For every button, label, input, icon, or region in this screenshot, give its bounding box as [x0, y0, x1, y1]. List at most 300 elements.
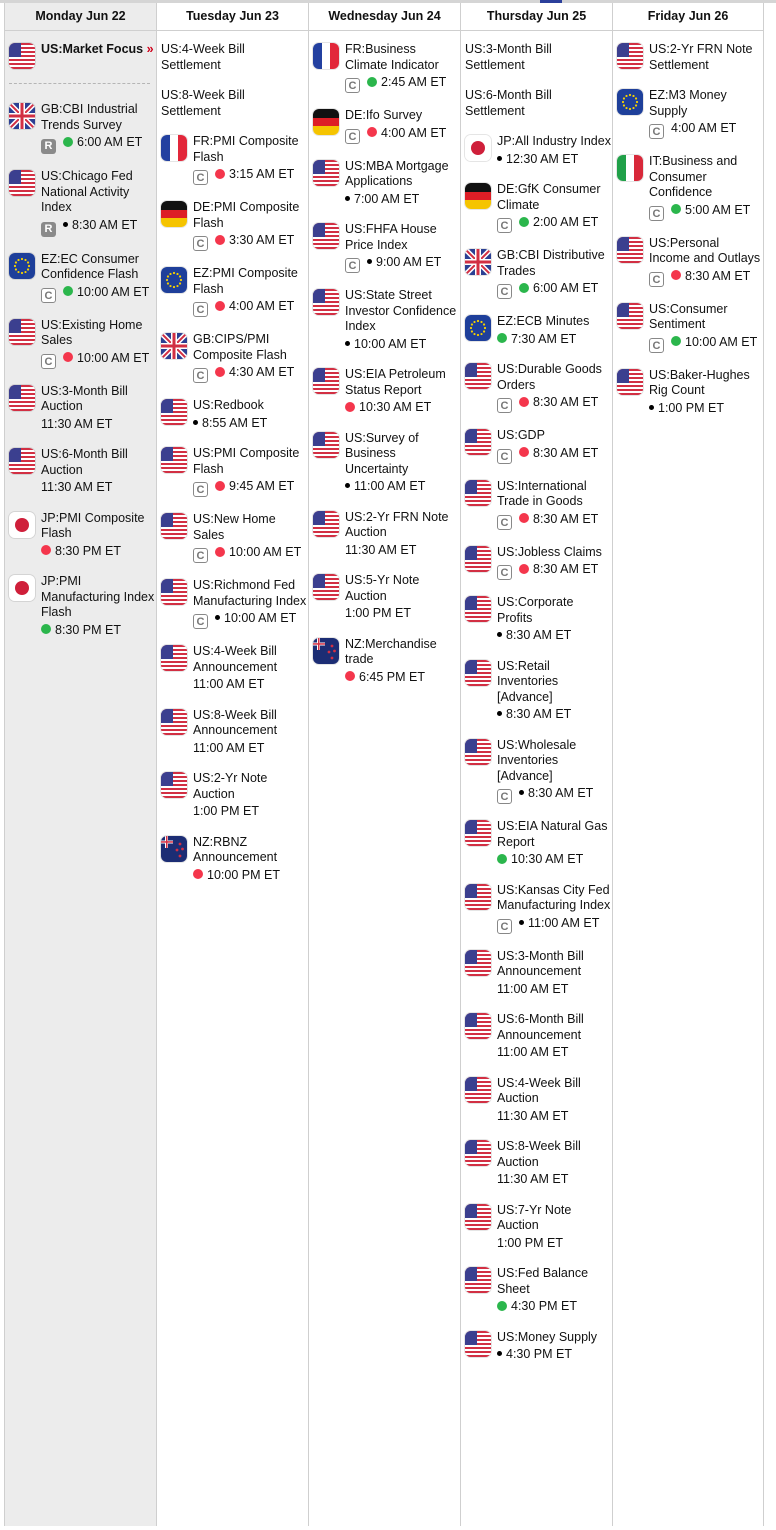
- event-title-link[interactable]: [649, 236, 763, 267]
- event-item[interactable]: [465, 428, 612, 464]
- nz-flag-icon: [313, 638, 339, 664]
- gb-flag-icon: [465, 249, 491, 275]
- event-title: US:Richmond Fed Manufacturing Index: [193, 578, 307, 608]
- event-title: US:6-Month Bill Settlement: [465, 88, 552, 118]
- event-title-link[interactable]: [193, 200, 308, 231]
- event-time-row: [465, 1172, 612, 1188]
- event-title-link[interactable]: [193, 578, 308, 609]
- event-item[interactable]: [465, 1203, 612, 1252]
- event-title: FR:PMI Composite Flash: [193, 134, 299, 164]
- event-item[interactable]: [313, 367, 460, 416]
- consensus-badge[interactable]: C: [497, 449, 512, 464]
- red-impact-dot-icon: [63, 352, 73, 362]
- consensus-badge[interactable]: C: [193, 302, 208, 317]
- black-impact-dot-icon: [367, 259, 372, 264]
- event-item[interactable]: [313, 573, 460, 622]
- event-time: 7:30 AM ET: [511, 331, 577, 346]
- event-title-link[interactable]: [497, 659, 612, 706]
- event-title: US:8-Week Bill Auction: [497, 1139, 581, 1169]
- event-item[interactable]: [161, 835, 308, 884]
- us-flag-icon: [161, 579, 187, 605]
- event-title-link[interactable]: [345, 367, 460, 398]
- event-title-link[interactable]: [345, 573, 460, 604]
- event-title: JP:All Industry Index: [497, 134, 611, 148]
- green-impact-dot-icon: [497, 1301, 507, 1311]
- event-title-link[interactable]: [345, 159, 460, 190]
- event-time: 11:00 AM ET: [193, 740, 265, 755]
- event-time: 8:30 AM ET: [72, 217, 138, 232]
- red-impact-dot-icon: [345, 671, 355, 681]
- event-title-link[interactable]: [497, 1076, 612, 1107]
- event-time: 1:00 PM ET: [658, 400, 724, 415]
- event-time-row: [161, 545, 308, 563]
- event-item[interactable]: [161, 578, 308, 629]
- event-title: US:4-Week Bill Announcement: [193, 644, 278, 674]
- event-item[interactable]: [617, 154, 763, 221]
- event-time-row: [617, 269, 763, 287]
- consensus-badge[interactable]: C: [497, 789, 512, 804]
- event-title-link[interactable]: [41, 102, 156, 133]
- event-item[interactable]: [465, 595, 612, 644]
- event-title-link[interactable]: [41, 169, 156, 216]
- event-time-row: [161, 868, 308, 884]
- jp-flag-icon: [9, 512, 35, 538]
- event-title-link[interactable]: [497, 595, 612, 626]
- event-title-link[interactable]: [465, 42, 612, 73]
- event-time: 6:00 AM ET: [77, 135, 143, 149]
- event-title: US:3-Month Bill Auction: [41, 383, 128, 413]
- green-impact-dot-icon: [519, 283, 529, 293]
- event-title: US:Kansas City Fed Manufacturing Index: [497, 882, 611, 912]
- event-title-link[interactable]: [193, 266, 308, 297]
- consensus-badge[interactable]: C: [649, 124, 664, 139]
- event-title-link[interactable]: [497, 479, 612, 510]
- event-title-link[interactable]: [41, 252, 156, 283]
- event-title-link[interactable]: [497, 1330, 612, 1346]
- event-time-row: [465, 1109, 612, 1125]
- event-title: US:6-Month Bill Announcement: [497, 1012, 584, 1042]
- consensus-badge[interactable]: C: [193, 236, 208, 251]
- event-time-row: [9, 544, 156, 560]
- event-time: 6:00 AM ET: [533, 281, 599, 295]
- event-item[interactable]: [161, 200, 308, 251]
- event-item[interactable]: [161, 88, 308, 119]
- consensus-badge[interactable]: C: [649, 338, 664, 353]
- consensus-badge[interactable]: C: [41, 288, 56, 303]
- event-item[interactable]: [313, 288, 460, 352]
- event-title-link[interactable]: [193, 512, 308, 543]
- us-flag-icon: [617, 43, 643, 69]
- event-item[interactable]: [617, 302, 763, 353]
- us-flag-icon: [465, 546, 491, 572]
- red-impact-dot-icon: [345, 402, 355, 412]
- event-title: DE:GfK Consumer Climate: [497, 182, 601, 212]
- event-item[interactable]: [9, 384, 156, 433]
- red-impact-dot-icon: [215, 301, 225, 311]
- red-impact-dot-icon: [519, 397, 529, 407]
- event-item[interactable]: [313, 108, 460, 144]
- us-flag-icon: [617, 303, 643, 329]
- de-flag-icon: [465, 183, 491, 209]
- event-item[interactable]: [465, 1330, 612, 1363]
- black-impact-dot-icon: [497, 1351, 502, 1356]
- event-time-row: [465, 215, 612, 233]
- event-time: 8:30 AM ET: [533, 445, 599, 460]
- consensus-badge[interactable]: C: [497, 515, 512, 530]
- event-time: 8:30 PM ET: [55, 543, 121, 558]
- day-header: Friday Jun 26: [613, 3, 763, 31]
- event-title-link[interactable]: [649, 368, 763, 399]
- event-title-link[interactable]: [497, 1012, 612, 1043]
- us-flag-icon: [313, 511, 339, 537]
- event-title-link[interactable]: [41, 511, 156, 542]
- event-list: [461, 31, 612, 1363]
- jp-flag-icon: [9, 575, 35, 601]
- event-item[interactable]: [313, 637, 460, 686]
- event-title-link[interactable]: [465, 88, 612, 119]
- event-title-link[interactable]: [345, 288, 460, 335]
- event-title: US:Existing Home Sales: [41, 317, 143, 347]
- consensus-badge[interactable]: C: [497, 398, 512, 413]
- event-title-link[interactable]: [41, 384, 156, 415]
- consensus-badge[interactable]: C: [193, 482, 208, 497]
- event-item[interactable]: [465, 883, 612, 934]
- green-impact-dot-icon: [367, 77, 377, 87]
- event-title: US:8-Week Bill Settlement: [161, 88, 245, 118]
- consensus-badge[interactable]: C: [193, 368, 208, 383]
- event-title-link[interactable]: [193, 134, 308, 165]
- event-title: US:4-Week Bill Auction: [497, 1075, 581, 1105]
- event-time: 11:00 AM ET: [354, 479, 426, 493]
- event-title: US:7-Yr Note Auction: [497, 1202, 572, 1232]
- us-flag-icon: [617, 237, 643, 263]
- section-divider: [9, 83, 150, 84]
- event-title-link[interactable]: [193, 398, 308, 414]
- black-impact-dot-icon: [519, 920, 524, 925]
- event-item[interactable]: [313, 222, 460, 273]
- event-list: [157, 31, 308, 883]
- event-title-link[interactable]: [497, 883, 612, 914]
- event-title-link[interactable]: [497, 248, 612, 279]
- event-item[interactable]: [313, 431, 460, 495]
- event-item[interactable]: [465, 545, 612, 581]
- event-time: 2:45 AM ET: [381, 75, 447, 89]
- event-time: 11:30 AM ET: [41, 480, 113, 494]
- event-title-link[interactable]: [497, 362, 612, 393]
- revised-badge[interactable]: R: [41, 139, 56, 154]
- consensus-badge[interactable]: C: [193, 170, 208, 185]
- green-impact-dot-icon: [497, 854, 507, 864]
- event-time: 10:00 AM ET: [229, 545, 302, 559]
- event-item[interactable]: [161, 42, 308, 73]
- us-flag-icon: [161, 709, 187, 735]
- us-flag-icon: [465, 429, 491, 455]
- event-item[interactable]: [9, 42, 156, 68]
- event-title: US:Fed Balance Sheet: [497, 1266, 589, 1296]
- event-item[interactable]: [465, 134, 612, 167]
- us-flag-icon: [161, 772, 187, 798]
- consensus-badge[interactable]: C: [193, 548, 208, 563]
- event-title-link[interactable]: [649, 302, 763, 333]
- event-title: US:Jobless Claims: [497, 544, 602, 559]
- event-title-link[interactable]: [41, 42, 156, 58]
- event-item[interactable]: [161, 266, 308, 317]
- event-time-row: [465, 395, 612, 413]
- event-title-link[interactable]: [345, 510, 460, 541]
- event-item[interactable]: [9, 252, 156, 303]
- event-item[interactable]: [465, 182, 612, 233]
- event-time-row: [313, 543, 460, 559]
- event-item[interactable]: [465, 1012, 612, 1061]
- consensus-badge[interactable]: C: [497, 218, 512, 233]
- event-title: US:2-Yr FRN Note Settlement: [649, 42, 753, 72]
- event-item[interactable]: [465, 1266, 612, 1315]
- consensus-badge[interactable]: C: [497, 919, 512, 934]
- us-flag-icon: [465, 660, 491, 686]
- black-impact-dot-icon: [519, 790, 524, 795]
- de-flag-icon: [161, 201, 187, 227]
- event-time: 1:00 PM ET: [497, 1235, 563, 1250]
- event-item[interactable]: [313, 159, 460, 208]
- event-time: 5:00 AM ET: [685, 202, 751, 217]
- event-item[interactable]: [465, 738, 612, 805]
- event-item[interactable]: [465, 949, 612, 998]
- event-title-link[interactable]: [497, 134, 612, 150]
- event-title: EZ:ECB Minutes: [497, 314, 590, 328]
- event-title-link[interactable]: [497, 314, 612, 330]
- revised-badge[interactable]: R: [41, 222, 56, 237]
- us-flag-icon: [465, 1204, 491, 1230]
- us-flag-icon: [465, 820, 491, 846]
- event-title-link[interactable]: [497, 738, 612, 785]
- event-item[interactable]: [465, 362, 612, 413]
- consensus-badge[interactable]: C: [497, 284, 512, 299]
- consensus-badge[interactable]: C: [345, 78, 360, 93]
- red-impact-dot-icon: [367, 127, 377, 137]
- event-time: 11:00 AM ET: [497, 981, 569, 996]
- event-time: 8:55 AM ET: [202, 415, 268, 430]
- event-item[interactable]: [617, 42, 763, 73]
- event-title-link[interactable]: [193, 771, 308, 802]
- event-time-row: [161, 233, 308, 251]
- event-title: US:MBA Mortgage Applications: [345, 158, 449, 188]
- event-time-row: [9, 135, 156, 154]
- consensus-badge[interactable]: C: [193, 614, 208, 629]
- us-flag-icon: [9, 170, 35, 196]
- event-item[interactable]: [9, 169, 156, 237]
- us-flag-icon: [313, 160, 339, 186]
- event-time: 2:00 AM ET: [533, 215, 599, 229]
- event-time-row: [617, 203, 763, 221]
- fr-flag-icon: [313, 43, 339, 69]
- consensus-badge[interactable]: C: [41, 354, 56, 369]
- event-title: US:2-Yr FRN Note Auction: [345, 509, 449, 539]
- event-title-link[interactable]: [193, 446, 308, 477]
- event-item[interactable]: [161, 332, 308, 383]
- consensus-badge[interactable]: C: [345, 129, 360, 144]
- us-flag-icon: [9, 448, 35, 474]
- event-title-link[interactable]: [345, 108, 460, 124]
- event-title-link[interactable]: [345, 431, 460, 478]
- event-title-link[interactable]: [497, 1203, 612, 1234]
- more-arrow-icon[interactable]: »: [146, 42, 154, 56]
- event-title-link[interactable]: [497, 1139, 612, 1170]
- event-item[interactable]: [617, 368, 763, 417]
- event-title-link[interactable]: [649, 42, 763, 73]
- event-item[interactable]: [161, 771, 308, 820]
- event-title-link[interactable]: [497, 1266, 612, 1297]
- event-title: US:Wholesale Inventories [Advance]: [497, 737, 577, 783]
- event-time-row: [161, 677, 308, 693]
- event-title: EZ:EC Consumer Confidence Flash: [41, 251, 139, 281]
- event-title-link[interactable]: [41, 447, 156, 478]
- event-title-link[interactable]: [497, 428, 612, 444]
- event-item[interactable]: [9, 447, 156, 496]
- red-impact-dot-icon: [215, 481, 225, 491]
- event-item[interactable]: [617, 88, 763, 139]
- event-item[interactable]: [161, 708, 308, 757]
- day-column: [460, 3, 612, 1526]
- event-time: 9:45 AM ET: [229, 479, 295, 493]
- us-flag-icon: [313, 432, 339, 458]
- red-impact-dot-icon: [519, 447, 529, 457]
- event-time: 8:30 AM ET: [685, 268, 751, 283]
- event-title-link[interactable]: [193, 332, 308, 363]
- event-item[interactable]: [465, 819, 612, 868]
- us-flag-icon: [465, 950, 491, 976]
- jp-flag-icon: [465, 135, 491, 161]
- event-title-link[interactable]: [497, 949, 612, 980]
- event-item[interactable]: [9, 511, 156, 560]
- us-flag-icon: [465, 363, 491, 389]
- event-time: 9:00 AM ET: [376, 255, 442, 269]
- event-time: 4:30 PM ET: [506, 1347, 572, 1361]
- event-time: 8:30 AM ET: [528, 786, 594, 800]
- us-flag-icon: [9, 385, 35, 411]
- event-title: EZ:PMI Composite Flash: [193, 266, 298, 296]
- eu-flag-icon: [9, 253, 35, 279]
- event-title-link[interactable]: [193, 835, 308, 866]
- consensus-badge[interactable]: C: [649, 206, 664, 221]
- event-title: US:4-Week Bill Settlement: [161, 42, 245, 72]
- event-time-row: [617, 401, 763, 417]
- event-time: 7:00 AM ET: [354, 191, 420, 206]
- event-item[interactable]: [465, 248, 612, 299]
- event-title-link[interactable]: [345, 637, 460, 668]
- event-time-row: [9, 417, 156, 433]
- event-title: GB:CIPS/PMI Composite Flash: [193, 332, 287, 362]
- event-time-row: [313, 255, 460, 273]
- event-time-row: [161, 611, 308, 629]
- event-time-row: [9, 480, 156, 496]
- event-time: 8:30 AM ET: [533, 562, 599, 576]
- event-title: US:Personal Income and Outlays: [649, 235, 761, 265]
- event-title-link[interactable]: [193, 644, 308, 675]
- day-column: [4, 3, 156, 1526]
- event-title-link[interactable]: [161, 88, 308, 119]
- event-title-link[interactable]: [497, 819, 612, 850]
- event-time: 11:00 AM ET: [528, 915, 600, 930]
- event-title: US:6-Month Bill Auction: [41, 447, 128, 477]
- event-time-row: [465, 1045, 612, 1061]
- event-item[interactable]: [161, 134, 308, 185]
- event-title: US:Survey of Business Uncertainty: [345, 430, 419, 476]
- event-item[interactable]: [465, 1076, 612, 1125]
- event-time-row: [465, 512, 612, 530]
- event-time: 10:30 AM ET: [359, 400, 432, 414]
- us-flag-icon: [465, 884, 491, 910]
- event-title-link[interactable]: [193, 708, 308, 739]
- event-item[interactable]: [465, 88, 612, 119]
- us-flag-icon: [9, 43, 35, 69]
- event-title: GB:CBI Distributive Trades: [497, 248, 605, 278]
- consensus-badge[interactable]: C: [497, 565, 512, 580]
- black-impact-dot-icon: [345, 196, 350, 201]
- event-item[interactable]: [465, 479, 612, 530]
- us-flag-icon: [313, 223, 339, 249]
- event-title-link[interactable]: [497, 545, 612, 561]
- consensus-badge[interactable]: C: [649, 272, 664, 287]
- green-impact-dot-icon: [519, 217, 529, 227]
- event-time-row: [465, 707, 612, 723]
- event-item[interactable]: [161, 512, 308, 563]
- economic-calendar-week: [4, 3, 772, 1526]
- event-time-row: [465, 786, 612, 804]
- event-item[interactable]: [313, 42, 460, 93]
- eu-flag-icon: [465, 315, 491, 341]
- event-time: 11:00 AM ET: [193, 677, 265, 691]
- event-title: JP:PMI Composite Flash: [41, 510, 145, 540]
- event-title-link[interactable]: [41, 318, 156, 349]
- event-item[interactable]: [9, 574, 156, 638]
- event-time: 8:30 AM ET: [506, 707, 572, 721]
- gb-flag-icon: [9, 103, 35, 129]
- event-time: 3:15 AM ET: [229, 167, 295, 181]
- eu-flag-icon: [161, 267, 187, 293]
- consensus-badge[interactable]: C: [345, 258, 360, 273]
- event-item[interactable]: [465, 1139, 612, 1188]
- event-item[interactable]: [465, 659, 612, 723]
- event-item[interactable]: [465, 42, 612, 73]
- event-title: JP:PMI Manufacturing Index Flash: [41, 574, 155, 619]
- event-item[interactable]: [161, 398, 308, 431]
- event-title-link[interactable]: [161, 42, 308, 73]
- event-item[interactable]: [9, 102, 156, 154]
- event-title-link[interactable]: [41, 574, 156, 621]
- event-item[interactable]: [161, 446, 308, 497]
- event-title-link[interactable]: [497, 182, 612, 213]
- event-item[interactable]: [9, 318, 156, 369]
- event-item[interactable]: [465, 314, 612, 347]
- event-title-link[interactable]: [345, 222, 460, 253]
- event-title: US:FHFA House Price Index: [345, 222, 437, 252]
- event-title-link[interactable]: [345, 42, 460, 73]
- red-impact-dot-icon: [193, 869, 203, 879]
- event-time: 8:30 AM ET: [533, 395, 599, 409]
- event-item[interactable]: [161, 644, 308, 693]
- us-flag-icon: [161, 513, 187, 539]
- event-title: US:Retail Inventories [Advance]: [497, 658, 559, 704]
- event-item[interactable]: [617, 236, 763, 287]
- black-impact-dot-icon: [345, 341, 350, 346]
- event-time: 6:45 PM ET: [359, 669, 425, 684]
- event-title: NZ:Merchandise trade: [345, 636, 437, 666]
- event-item[interactable]: [313, 510, 460, 559]
- event-title: DE:PMI Composite Flash: [193, 200, 300, 230]
- red-impact-dot-icon: [41, 545, 51, 555]
- event-title-link[interactable]: [649, 88, 763, 119]
- event-title-link[interactable]: [649, 154, 763, 201]
